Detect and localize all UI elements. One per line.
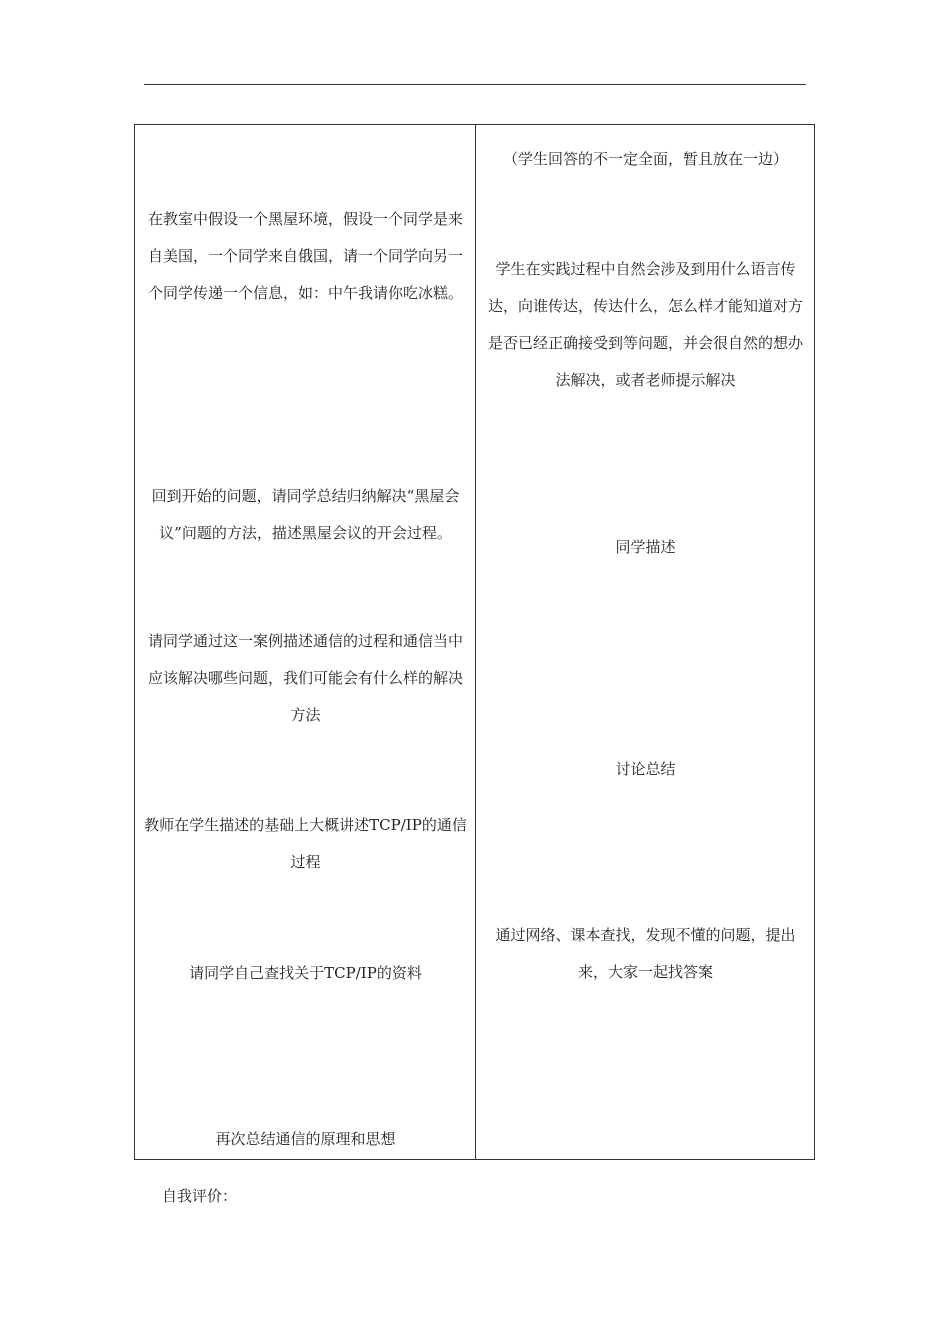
teacher-activity-final-summary: 再次总结通信的原理和思想	[215, 1130, 396, 1148]
lesson-table	[134, 124, 815, 1160]
student-activity-practice: 学生在实践过程中自然会涉及到用什么语言传达，向谁传达，传达什么，怎么样才能知道对方是否已经正确接受到等问题，并会很自然的想办法解决，或者老师提示解决	[487, 260, 803, 389]
column-divider	[475, 125, 476, 1159]
student-activity-partial-answer: （学生回答的不一定全面，暂且放在一边）	[502, 150, 788, 168]
teacher-activity-research-tcpip: 请同学自己查找关于TCP/IP的资料	[189, 964, 422, 982]
student-activity-discuss: 讨论总结	[615, 760, 676, 778]
teacher-activity-tcpip-explanation: 教师在学生描述的基础上大概讲述TCP/IP的通信过程	[144, 816, 467, 871]
teacher-activity-describe-communication: 请同学通过这一案例描述通信的过程和通信当中应该解决哪些问题，我们可能会有什么样的解决方法	[147, 632, 463, 724]
header-rule	[144, 84, 806, 85]
student-activity-describe: 同学描述	[615, 538, 676, 556]
student-activity-search: 通过网络、课本查找，发现不懂的问题，提出来，大家一起找答案	[495, 926, 796, 981]
self-evaluation-label: 自我评价：	[162, 1187, 238, 1205]
teacher-activity-dark-room: 在教室中假设一个黑屋环境，假设一个同学是来自美国，一个同学来自俄国，请一个同学向另一个同学传递一个信息，如：中午我请你吃冰糕。	[147, 210, 463, 302]
teacher-activity-summarize-method: 回到开始的问题，请同学总结归纳解决“黑屋会议”问题的方法，描述黑屋会议的开会过程。	[151, 487, 460, 542]
